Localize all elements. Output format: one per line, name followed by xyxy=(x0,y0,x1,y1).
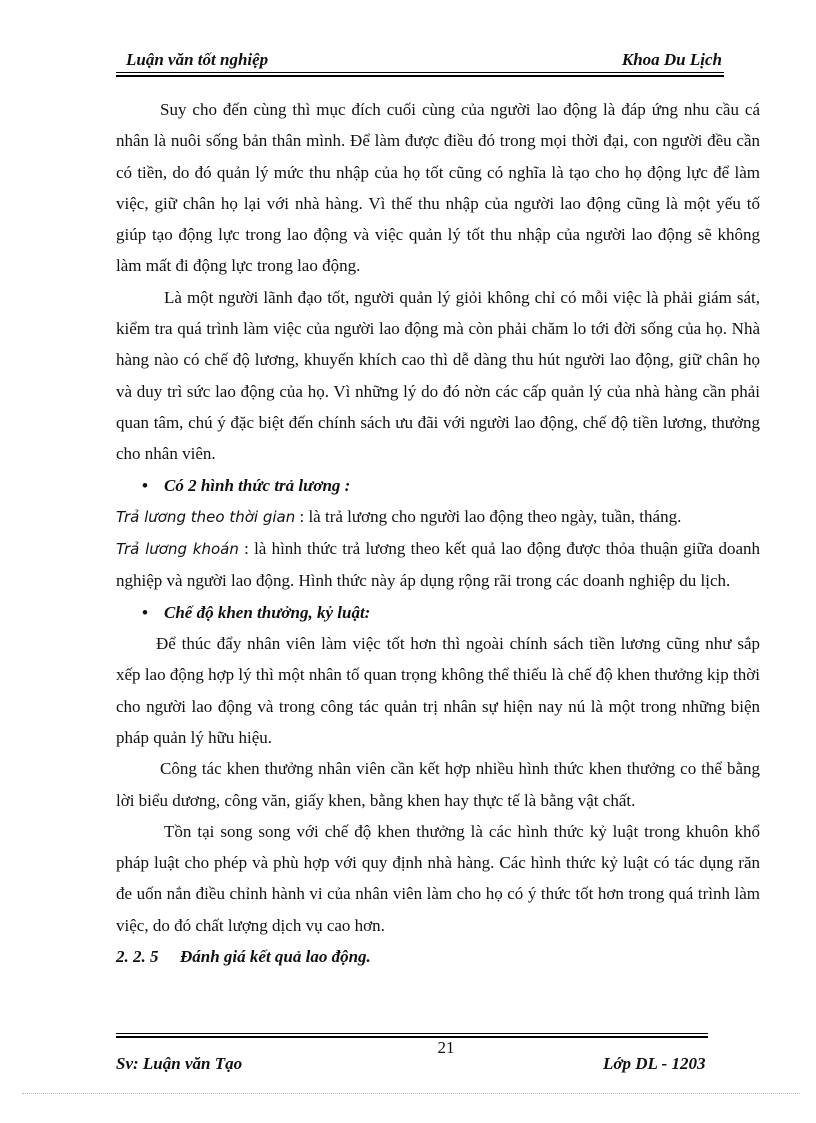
piece-pay-term: Trả lương khoán xyxy=(116,540,239,559)
section-number: 2. 2. 5 xyxy=(116,947,159,967)
paragraph-leadership: Là một người lãnh đạo tốt, người quản lý giỏi không chỉ có mỗi việc là phải giám sát, kiểm tra quá trình làm việc của người lao động mà còn phải chăm lo tới đời sống của họ. Nhà hàng nào có chế độ lương, khuyến khích cao thì dễ dàng thu hút người lao động, giữ chân họ và duy trì sức lao động của họ. Vì những lý do đó nờn các cấp quản lý của nhà hàng cần phải quan tâm, chú ý đặc biệt đến chính sách ưu đãi với người lao động, chế độ tiền lương, thưởng cho nhân viên. xyxy=(116,287,760,464)
bullet-reward-discipline-text: Chế độ khen thưởng, kỷ luật: xyxy=(164,602,371,622)
paragraph-discipline: Tồn tại song song với chế độ khen thưởng là các hình thức kỷ luật trong khuôn khổ pháp luật cho phép và phù hợp với quy định nhà hàng. Các hình thức kỷ luật có tác dụng răn đe uốn nắn điều chỉnh hành vi của nhân viên làm cho họ có ý thức tốt hơn trong quá trình làm việc, do đó chất lượng dịch vụ cao hơn. xyxy=(116,821,760,935)
pay-by-time-term: Trả lương theo thời gian xyxy=(116,507,296,526)
paragraph-motivation: Để thúc đẩy nhân viên làm việc tốt hơn thì ngoài chính sách tiền lương cũng như sắp xếp lao động hợp lý thì một nhân tố quan trọng không thể thiếu là chế độ khen thưởng kịp thời cho người lao động và trong công tác quản trị nhân sự hiện nay nú là một trong những biện pháp quản lý hữu hiệu. xyxy=(116,634,760,747)
paragraph-income: Suy cho đến cùng thì mục đích cuối cùng của người lao động là đáp ứng nhu cầu cá nhân là nuôi sống bản thân mình. Để làm được điều đó trong mọi thời đại, con người đều cần có tiền, do đó quản lý mức thu nhập của họ tốt cũng có nghĩa là tạo cho họ động lực để làm việc, giữ chân họ lại với nhà hàng. Vì thế thu nhập của người lao động cũng là một yếu tố giúp tạo động lực trong lao động và việc quản lý tốt thu nhập của người lao động sẽ không làm mất đi động lực trong lao động. xyxy=(116,100,760,276)
header-rule-thick xyxy=(116,75,724,77)
footer-rule xyxy=(116,1033,708,1034)
bullet-pay-forms-text: Có 2 hình thức trả lương : xyxy=(164,475,351,495)
header-faculty-label: Khoa Du Lịch xyxy=(621,50,722,69)
header-rule xyxy=(116,72,724,73)
piece-pay-text: : là hình thức trả lương theo kết quả lao động được thỏa thuận giữa doanh nghiệp và người lao động. Hình thức này áp dụng rộng rãi trong các doanh nghiệp du lịch. xyxy=(116,539,761,591)
footer-student: Sv: Luận văn Tạo xyxy=(116,1054,243,1073)
page-number: 21 xyxy=(437,1038,455,1057)
paragraph-pay-by-time xyxy=(116,501,760,533)
header-thesis-label: Luận văn tốt nghiệp xyxy=(126,50,269,69)
footer-class: Lớp DL - 1203 xyxy=(603,1054,706,1073)
pay-by-time-text: : là trả lương cho người lao động theo ngày, tuần, tháng. xyxy=(299,506,682,526)
paragraph-piece-pay xyxy=(116,533,760,597)
page-edge-divider xyxy=(22,1093,800,1094)
paragraph-reward-forms: Công tác khen thưởng nhân viên cần kết hợp nhiều hình thức khen thưởng co thể bằng lời biểu dương, công văn, giấy khen, bằng khen hay thực tế là bằng vật chất. xyxy=(116,759,760,810)
bullet-reward-discipline xyxy=(116,597,760,628)
bullet-icon: • xyxy=(142,475,148,495)
section-title: Đánh giá kết quả lao động. xyxy=(180,947,371,967)
page-body xyxy=(116,94,760,972)
section-heading xyxy=(116,941,760,972)
page-header xyxy=(116,48,724,72)
bullet-pay-forms xyxy=(116,470,760,501)
bullet-icon: • xyxy=(142,602,148,622)
